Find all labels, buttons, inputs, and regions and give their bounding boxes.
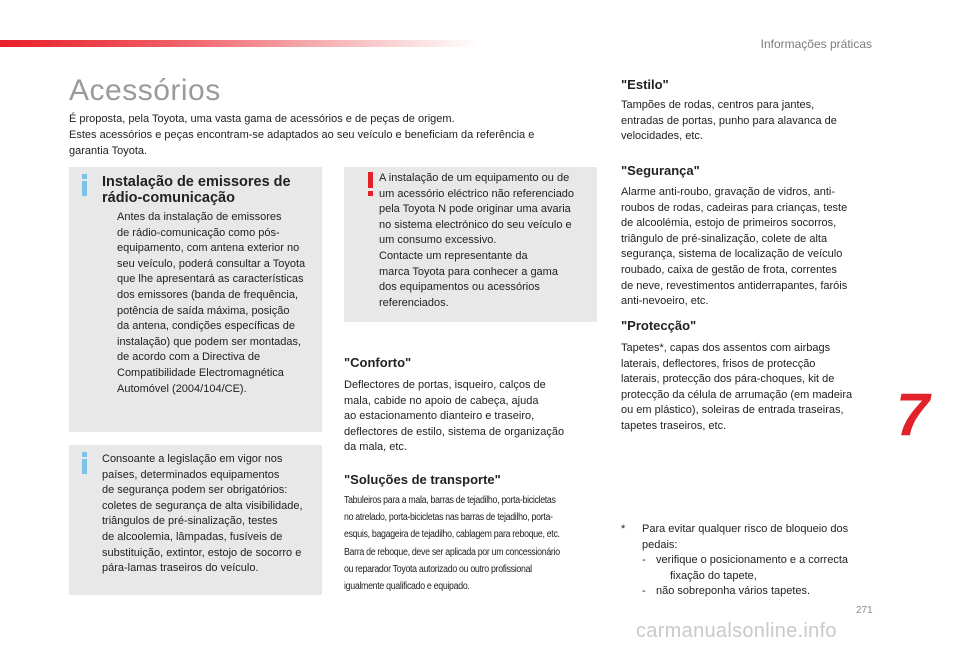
text-line: mala, cabide no apoio de cabeça, ajuda bbox=[344, 394, 539, 407]
section-heading-conforto: "Conforto" bbox=[344, 355, 412, 370]
text-line: laterais, protecção dos pára-choques, kit de bbox=[621, 373, 835, 386]
text-line: de alcoolemia, lâmpadas, fusíveis de bbox=[102, 530, 283, 543]
section-heading-estilo: "Estilo" bbox=[621, 77, 669, 92]
text-line: triângulo de pré-sinalização, colete de alta bbox=[621, 232, 828, 245]
chapter-number: 7 bbox=[896, 381, 930, 448]
section-text-estilo bbox=[621, 98, 837, 145]
text-line: substituição, extintor, estojo de socorro e bbox=[102, 546, 302, 559]
text-line: esquis, bagageira de tejadilho, cablagem para reboque, etc. bbox=[344, 529, 560, 541]
section-text-conforto bbox=[344, 378, 564, 456]
watermark: carmanualsonline.info bbox=[636, 620, 837, 642]
text-line: de acordo com a Directiva de bbox=[117, 351, 261, 364]
list-dash: - bbox=[642, 554, 646, 567]
text-line: de rádio-comunicação como pós- bbox=[117, 226, 280, 239]
text-line: protecção da célula de arrumação (em madeira bbox=[621, 388, 853, 401]
text-line: no sistema electrónico do seu veículo e bbox=[379, 218, 572, 231]
section-title: Informações práticas bbox=[760, 37, 872, 51]
text-line: um acessório eléctrico não referenciado bbox=[379, 187, 575, 200]
text-line: Barra de reboque, deve ser aplicada por um concessionário bbox=[344, 546, 560, 558]
text-line: triângulos de pré-sinalização, testes bbox=[102, 515, 278, 528]
text-line: igualmente qualificado e equipado. bbox=[344, 581, 470, 593]
text-line: Contacte um representante da bbox=[379, 249, 528, 262]
text-line: ou em plástico), soleiras de entrada traseiras, bbox=[621, 404, 844, 417]
text-line: A instalação de um equipamento ou de bbox=[379, 172, 570, 184]
text-line: ao estacionamento dianteiro e traseiro, bbox=[344, 410, 535, 423]
text-line: Alarme anti-roubo, gravação de vidros, anti- bbox=[621, 186, 835, 198]
text-line: equipamento, com antena exterior no bbox=[117, 242, 300, 255]
text-line: marca Toyota para conhecer a gama bbox=[379, 265, 558, 278]
text-line: fixação do tapete, bbox=[670, 569, 757, 582]
text-line: de alcoolémia, estojo de primeiros socorros, bbox=[621, 217, 837, 230]
text-line: verifique o posicionamento e a correcta bbox=[656, 554, 848, 567]
text-line: Consoante a legislação em vigor nos bbox=[102, 453, 283, 465]
text-line: roubos de rodas, cadeiras para crianças, teste bbox=[621, 201, 848, 214]
text-line: referenciados. bbox=[379, 296, 449, 309]
section-heading-seguranca: "Segurança" bbox=[621, 163, 700, 178]
info-box-radio bbox=[69, 167, 322, 432]
text-line: potência de saída máxima, posição bbox=[117, 304, 290, 317]
footnote-list-item bbox=[642, 584, 876, 600]
info-box-text bbox=[117, 210, 305, 397]
footnote bbox=[621, 522, 876, 600]
info-box-title-line: rádio-comunicação bbox=[102, 190, 235, 206]
text-line: pela Toyota N pode originar uma avaria bbox=[379, 203, 571, 216]
warning-box bbox=[344, 167, 597, 322]
info-box-legislation bbox=[69, 445, 322, 595]
text-line: coletes de segurança de alta visibilidade, bbox=[102, 499, 303, 512]
text-line: Deflectores de portas, isqueiro, calços de bbox=[344, 379, 546, 391]
info-box-text bbox=[102, 452, 303, 577]
text-line: de segurança podem ser obrigatórios: bbox=[102, 484, 288, 497]
footnote-list-item bbox=[642, 553, 876, 584]
text-line: países, determinados equipamentos bbox=[102, 468, 280, 481]
page-number: 271 bbox=[856, 605, 873, 616]
text-line: anti-nevoeiro, etc. bbox=[621, 295, 709, 308]
section-heading-proteccao: "Protecção" bbox=[621, 318, 697, 333]
text-line: deflectores de estilo, sistema de organização bbox=[344, 425, 565, 438]
section-text-transporte bbox=[344, 492, 599, 595]
text-line: segurança, sistema de localização de veículo bbox=[621, 248, 843, 261]
text-line: seu veículo, poderá consultar a Toyota bbox=[117, 257, 306, 270]
text-line: no atrelado, porta-bicicletas nas barras de tejadilho, porta- bbox=[344, 512, 553, 524]
text-line: Compatibilidade Electromagnética bbox=[117, 366, 284, 379]
text-line: de neve, revestimentos antiderrapantes, faróis bbox=[621, 279, 848, 292]
header-accent-bar bbox=[0, 40, 480, 47]
text-line: não sobreponha vários tapetes. bbox=[656, 585, 811, 598]
intro-paragraph bbox=[69, 111, 589, 159]
section-heading-transporte: "Soluções de transporte" bbox=[344, 472, 501, 487]
info-icon bbox=[78, 452, 92, 474]
text-line: Para evitar qualquer risco de bloqueio dos bbox=[642, 523, 849, 535]
text-line: Antes da instalação de emissores bbox=[117, 211, 282, 223]
text-line: roubado, caixa de gestão de frota, correntes bbox=[621, 263, 837, 276]
intro-line: garantia Toyota. bbox=[69, 145, 148, 157]
page-title: Acessórios bbox=[69, 74, 221, 107]
list-dash: - bbox=[642, 585, 646, 598]
info-box-title-line: Instalação de emissores de bbox=[102, 174, 291, 190]
section-text-seguranca bbox=[621, 185, 847, 310]
text-line: Tabuleiros para a mala, barras de tejadilho, porta-bicicletas bbox=[344, 495, 556, 506]
text-line: pára-lamas traseiros do veículo. bbox=[102, 562, 259, 575]
text-line: laterais, deflectores, frisos de protecção bbox=[621, 357, 816, 370]
info-icon bbox=[78, 174, 92, 196]
text-line: Tapetes*, capas dos assentos com airbags bbox=[621, 342, 831, 354]
text-line: Tampões de rodas, centros para jantes, bbox=[621, 99, 815, 111]
section-text-proteccao bbox=[621, 341, 852, 435]
text-line: que lhe apresentará as características bbox=[117, 273, 304, 286]
text-line: dos emissores (banda de frequência, bbox=[117, 288, 298, 301]
text-line: velocidades, etc. bbox=[621, 130, 703, 143]
info-box-title bbox=[102, 174, 291, 206]
text-line: entradas de portas, punho para alavanca de bbox=[621, 114, 837, 127]
text-line: pedais: bbox=[642, 538, 678, 551]
text-line: Automóvel (2004/104/CE). bbox=[117, 382, 247, 395]
warning-box-text bbox=[379, 171, 574, 311]
text-line: tapetes traseiros, etc. bbox=[621, 419, 727, 432]
text-line: da antena, condições específicas de bbox=[117, 320, 295, 333]
footnote-marker: * bbox=[621, 523, 626, 535]
intro-line: É proposta, pela Toyota, uma vasta gama de acessórios e de peças de origem. bbox=[69, 113, 455, 125]
text-line: um consumo excessivo. bbox=[379, 234, 497, 247]
warning-icon bbox=[368, 172, 374, 196]
intro-line: Estes acessórios e peças encontram-se adaptados ao seu veículo e beneficiam da referência e bbox=[69, 129, 535, 141]
text-line: da mala, etc. bbox=[344, 441, 407, 454]
text-line: instalação) que podem ser montadas, bbox=[117, 335, 302, 348]
text-line: ou reparador Toyota autorizado ou outro profissional bbox=[344, 563, 532, 575]
text-line: dos equipamentos ou acessórios bbox=[379, 281, 540, 294]
